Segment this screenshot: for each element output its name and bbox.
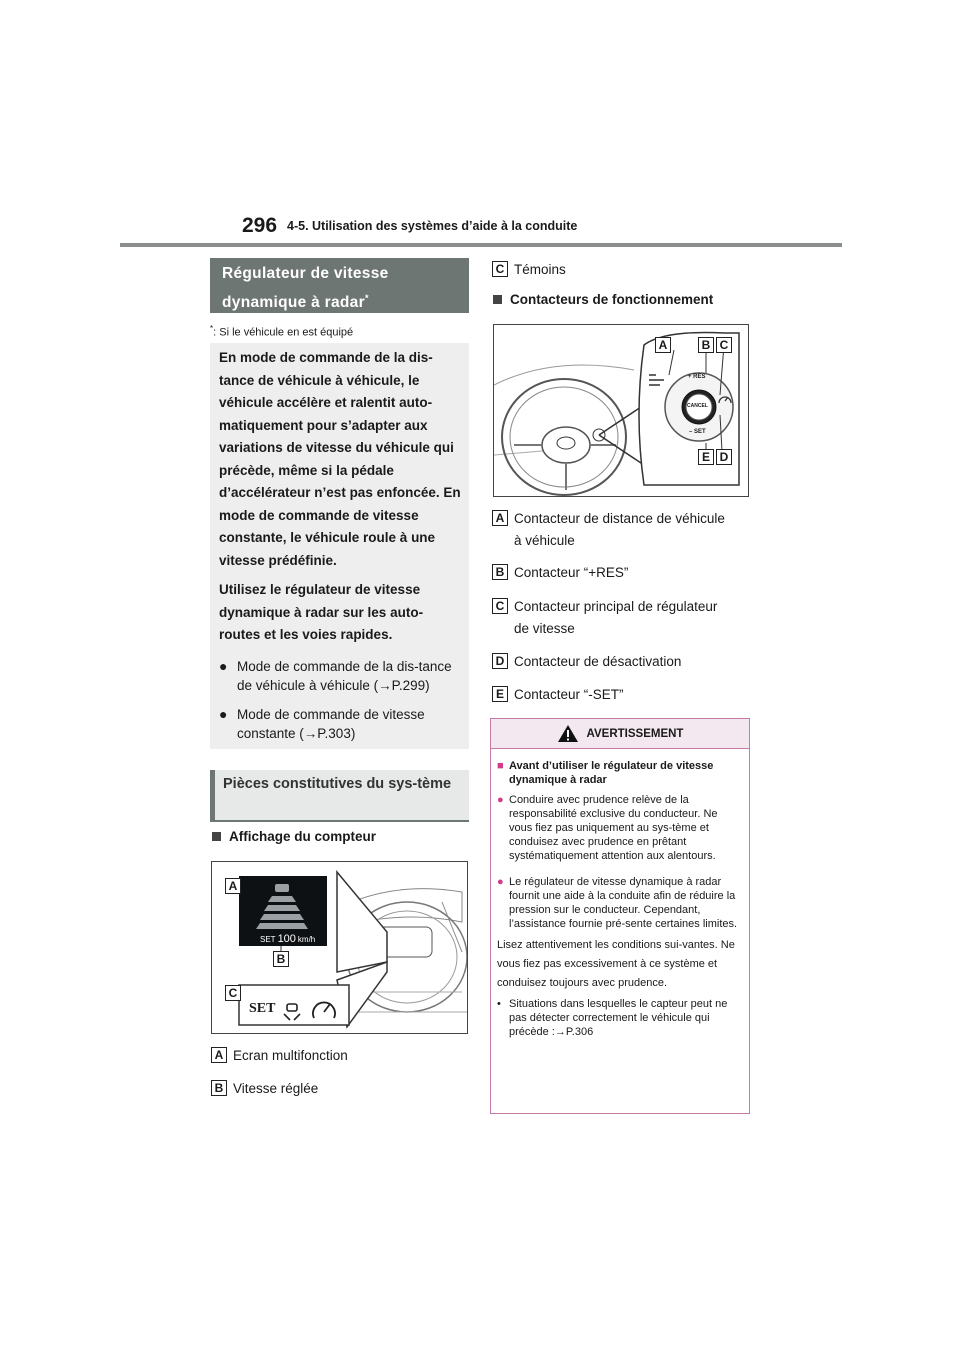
label-letter: B: [492, 564, 508, 580]
footnote-text: : Si le véhicule en est équipé: [213, 326, 354, 339]
callout-c: C: [225, 985, 241, 1001]
warning-item-text: Conduire avec prudence relève de la responsabilité exclusive du conducteur. Ne vous fiez pas uniquement au sys-tème et conduisez avec prudence en prêtant systématiquement attention aux alentours.: [509, 794, 718, 862]
title-marker: *: [364, 293, 369, 303]
meter-subheading-text: Affichage du compteur: [229, 829, 377, 844]
label-letter: E: [492, 686, 508, 702]
pink-square-icon: ■: [497, 760, 504, 772]
callout-a: A: [655, 337, 671, 353]
meter-label-a: [211, 1045, 348, 1067]
warning-dot-text: Situations dans lesquelles le capteur peut ne pas détecter correctement le véhicule qui précède :→P.306: [509, 998, 728, 1038]
label-letter: D: [492, 653, 508, 669]
warning-triangle-icon: [557, 724, 579, 743]
title-line-2-text: dynamique à radar: [222, 294, 365, 312]
label-text-block: [514, 508, 725, 552]
callout-e: E: [698, 449, 714, 465]
page-number: 296: [242, 214, 278, 237]
meter-subheading: [212, 829, 376, 844]
switch-label-b: [492, 562, 628, 584]
header-rule: [120, 243, 842, 247]
switch-figure: [493, 324, 749, 497]
footnote: [210, 324, 353, 339]
label-text: Contacteur “-SET”: [514, 687, 624, 702]
callout-a: A: [225, 878, 241, 894]
label-text-block: [514, 596, 717, 640]
label-letter: A: [211, 1047, 227, 1063]
warning-box: [490, 718, 750, 1114]
switch-label-c: [492, 596, 717, 640]
label-text: Contacteur de distance de véhicule: [514, 511, 725, 526]
warning-body: [491, 749, 749, 1039]
set-speed-unit: km/h: [297, 935, 316, 944]
switch-label-e: [492, 684, 624, 706]
label-text: Contacteur principal de régulateur: [514, 599, 718, 614]
intro-bullet-1: [219, 657, 461, 695]
warning-title: AVERTISSEMENT: [586, 727, 684, 740]
intro-box: [210, 343, 469, 749]
bullet-text: Mode de commande de vitesse constante (→P.303): [237, 706, 425, 741]
set-label: SET: [260, 935, 276, 944]
bullet-dot-icon: ●: [219, 657, 228, 674]
warning-item-1: [497, 793, 741, 863]
warning-heading-text: Avant d’utiliser le régulateur de vitesse dynamique à radar: [509, 760, 714, 786]
meter-figure: [211, 861, 468, 1034]
square-bullet-icon: [493, 295, 502, 304]
page-title: [210, 258, 469, 313]
warning-dot-item: [497, 997, 741, 1039]
intro-bullet-2: [219, 705, 461, 743]
label-text: Témoins: [514, 262, 566, 277]
callout-d: D: [716, 449, 732, 465]
parts-heading: Pièces constitutives du sys-tème: [210, 770, 469, 822]
label-letter: C: [492, 598, 508, 614]
intro-paragraph-2: Utilisez le régulateur de vitesse dynamique à radar sur les auto-routes et les voies rapides.: [219, 582, 424, 642]
warning-header: [491, 719, 749, 749]
switch-label-a: [492, 508, 725, 552]
set-speed-readout: [260, 933, 315, 945]
label-text-2: de vitesse: [514, 621, 575, 636]
square-bullet-icon: [212, 832, 221, 841]
label-letter: B: [211, 1080, 227, 1096]
label-text: Contacteur de désactivation: [514, 654, 682, 669]
label-text: Contacteur “+RES”: [514, 565, 629, 580]
cancel-label: CANCEL: [687, 403, 708, 409]
callout-b: B: [273, 951, 289, 967]
warning-heading: [497, 759, 741, 787]
warning-item-text: Le régulateur de vitesse dynamique à radar fournit une aide à la conduite afin de réduire la pression sur le conducteur. Cependant, l’assistance fournie pré-sente certaines limites.: [509, 876, 738, 930]
bullet-dot-icon: ●: [219, 705, 228, 722]
section-title: 4-5. Utilisation des systèmes d’aide à la conduite: [287, 219, 578, 233]
intro-paragraph-1: En mode de commande de la dis-tance de véhicule à véhicule, le véhicule accélère et ralentit auto-matiquement pour s’adapter aux variations de vitesse du véhicule qui précède, même si la pédale d’accélérateur n’est pas enfoncée. En mode de commande de vitesse constante, le véhicule roule à une vitesse prédéfinie.: [219, 350, 461, 568]
pink-dot-icon: ●: [497, 794, 504, 806]
set-speed-value: 100: [277, 933, 296, 945]
warning-plain-text: Lisez attentivement les conditions sui-vantes. Ne vous fiez pas excessivement à ce système et conduisez toujours avec prudence.: [497, 939, 735, 989]
title-line-1: Régulateur de vitesse: [222, 265, 389, 282]
bullet-text: Mode de commande de la dis-tance de véhicule à véhicule (→P.299): [237, 658, 452, 693]
label-letter: C: [492, 261, 508, 277]
title-line-2: [222, 286, 457, 315]
footnote-marker: *: [210, 324, 214, 333]
switch-subheading: [493, 292, 713, 307]
set-label: – SET: [689, 429, 706, 435]
label-letter: A: [492, 510, 508, 526]
meter-label-c: [492, 259, 566, 281]
switch-label-d: [492, 651, 681, 673]
label-text: Vitesse réglée: [233, 1081, 319, 1096]
small-dot-icon: •: [497, 998, 501, 1010]
label-text: Ecran multifonction: [233, 1048, 348, 1063]
callout-b: B: [698, 337, 714, 353]
res-label: + RES: [688, 374, 706, 380]
pink-dot-icon: ●: [497, 876, 504, 888]
warning-item-2: [497, 875, 741, 931]
switch-subheading-text: Contacteurs de fonctionnement: [510, 292, 714, 307]
meter-label-b: [211, 1078, 318, 1100]
set-indicator: SET: [249, 1001, 276, 1016]
label-text-2: à véhicule: [514, 533, 575, 548]
callout-c: C: [716, 337, 732, 353]
